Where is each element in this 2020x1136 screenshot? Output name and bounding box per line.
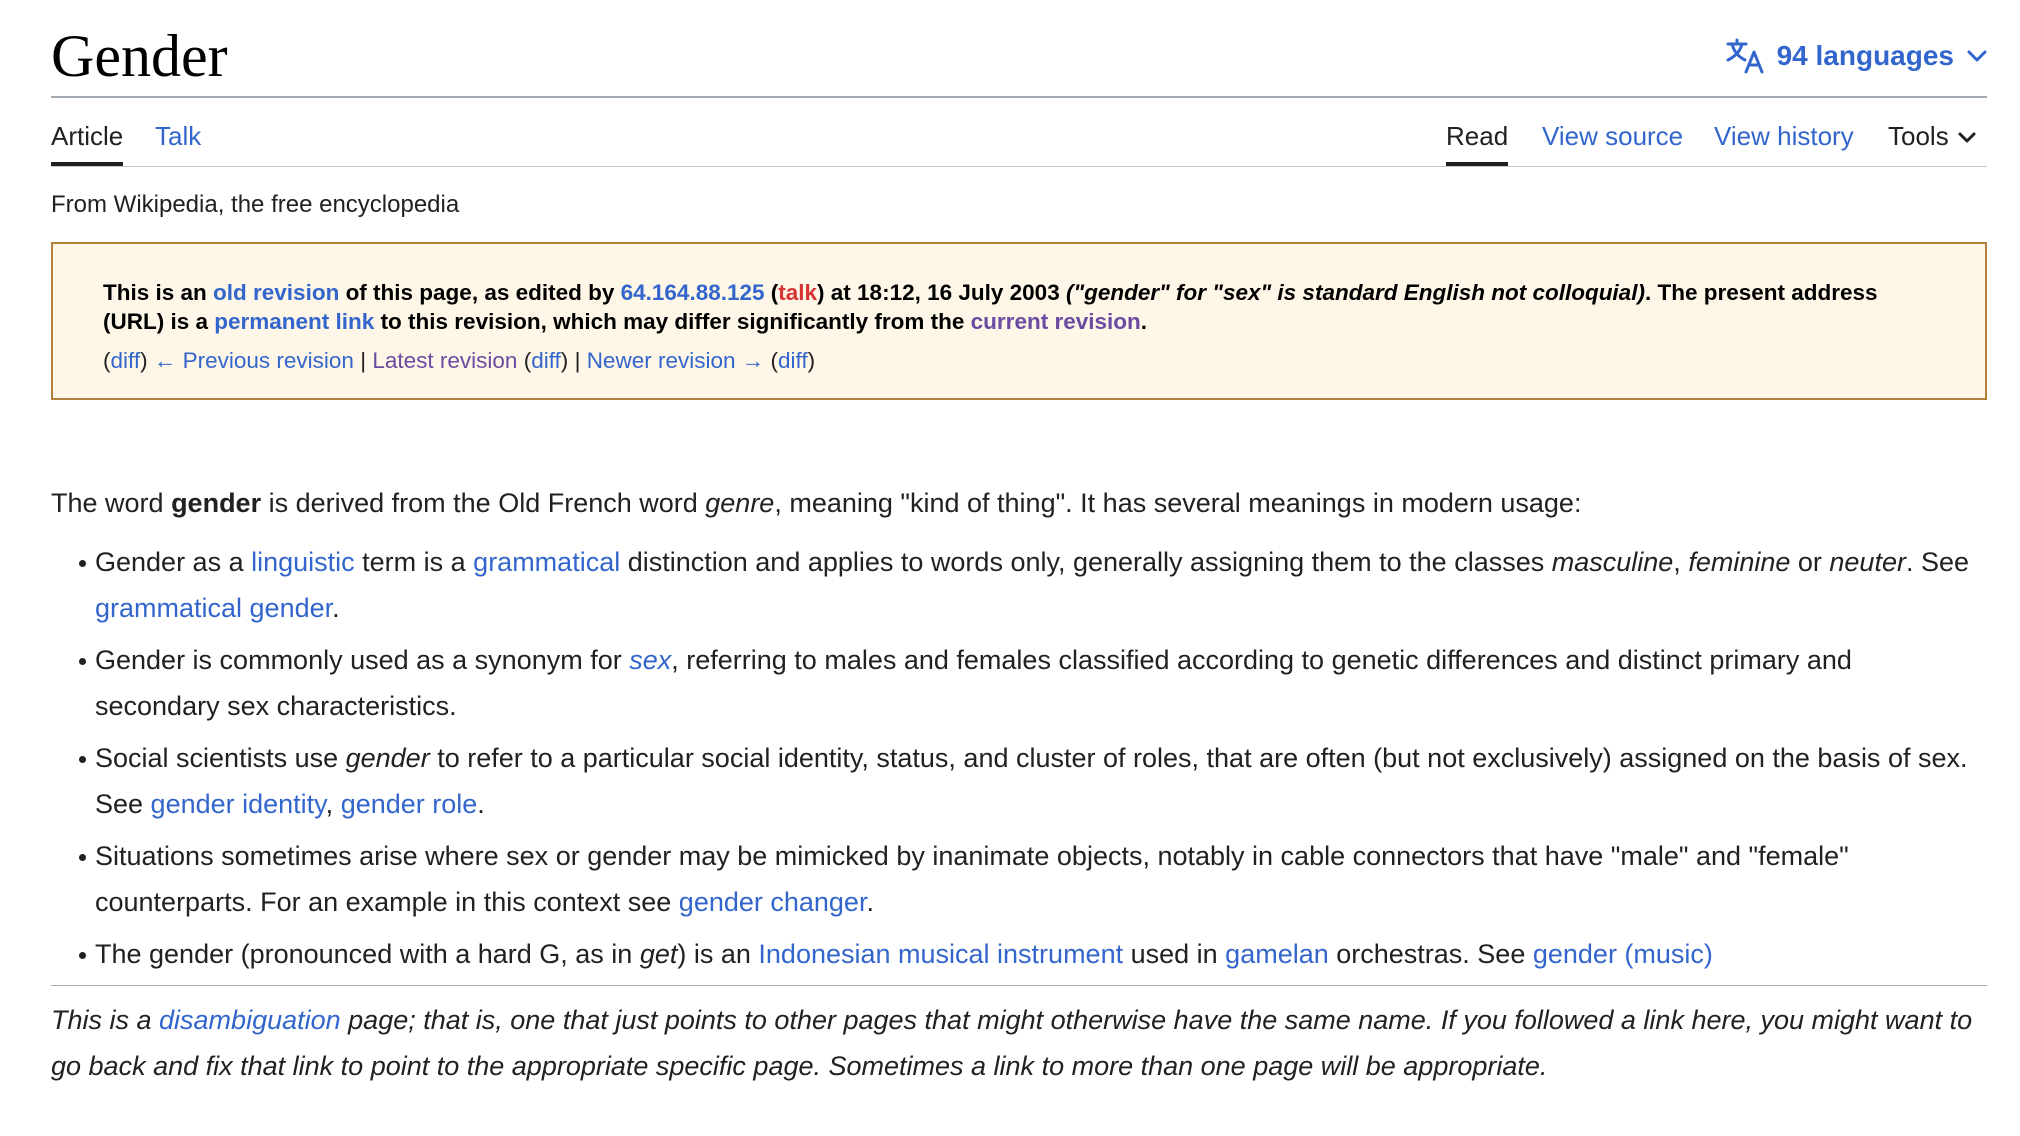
text: page; that is, one that just points to other pages that might otherwise have the same name. If you followed a link here, you might want to go back and fix that link to point to the appropriate specific page. Sometimes a link to more than one page will be appropriate. xyxy=(51,1005,1973,1081)
paren: ( xyxy=(103,348,111,373)
text: Gender as a xyxy=(95,547,252,577)
text: orchestras. See xyxy=(1328,939,1533,969)
gender-music-link[interactable]: gender (music) xyxy=(1532,939,1713,969)
text: . xyxy=(477,788,485,819)
editor-talk-link[interactable]: talk xyxy=(778,280,818,305)
grammatical-link[interactable]: grammatical xyxy=(473,547,621,577)
old-revision-notice xyxy=(51,242,1987,400)
italic-term: genre xyxy=(705,488,775,518)
tabs-divider xyxy=(51,166,1987,167)
tools-menu[interactable] xyxy=(1888,118,1977,166)
previous-revision-link[interactable]: ← Previous revision xyxy=(153,348,354,373)
notice-text: This is an xyxy=(103,280,214,305)
edit-summary: ("gender" for "sex" is standard English not colloquial) xyxy=(1065,280,1645,305)
text: Social scientists use xyxy=(95,743,346,773)
indonesian-musical-instrument-link[interactable]: Indonesian musical instrument xyxy=(758,939,1124,969)
paren: ) xyxy=(140,348,148,373)
translate-icon xyxy=(1725,38,1765,74)
chevron-down-icon xyxy=(1966,49,1988,63)
disambiguation-notice xyxy=(51,998,1991,1089)
languages-label: 94 languages xyxy=(1776,40,1954,71)
revision-message xyxy=(103,278,1935,336)
notice-text: to this revision, which may differ significantly from the xyxy=(374,309,971,334)
list-item xyxy=(51,540,1971,631)
text: , xyxy=(1673,547,1689,577)
text: . See xyxy=(1905,547,1969,577)
editor-ip-link[interactable]: 64.164.88.125 xyxy=(620,280,765,305)
tab-view-history[interactable]: View history xyxy=(1714,121,1854,151)
text: to refer to a particular social identity, status, and cluster of roles, that are often (but not exclusively) assigned on the basis of sex. See xyxy=(95,743,1968,819)
list-item xyxy=(51,932,1971,978)
italic-term: masculine xyxy=(1551,547,1674,577)
sex-link[interactable]: sex xyxy=(629,645,672,675)
text: is derived from the Old French word xyxy=(261,488,706,518)
diff-latest-link[interactable]: diff xyxy=(531,348,561,373)
text: or xyxy=(1790,547,1830,577)
old-revision-link[interactable]: old revision xyxy=(213,280,340,305)
separator: | xyxy=(360,348,367,373)
text: ) is an xyxy=(677,939,759,969)
tools-label: Tools xyxy=(1888,121,1949,151)
title-divider xyxy=(51,96,1987,98)
grammatical-gender-link[interactable]: grammatical gender xyxy=(95,592,333,623)
text: The word xyxy=(51,488,172,518)
paren: ( xyxy=(770,348,779,373)
list-item xyxy=(51,736,1971,827)
notice-text: of this page, as edited by xyxy=(339,280,621,305)
list-item xyxy=(51,834,1971,925)
italic-term: get xyxy=(639,939,678,969)
diff-newer-link[interactable]: diff xyxy=(778,348,808,373)
text: used in xyxy=(1123,939,1226,969)
notice-text: ) at 18:12, 16 July 2003 xyxy=(817,280,1066,305)
italic-term: gender xyxy=(345,743,430,773)
notice-text: ( xyxy=(764,280,779,305)
gamelan-link[interactable]: gamelan xyxy=(1225,939,1329,969)
paren: ) xyxy=(560,348,569,373)
text: distinction and applies to words only, generally assigning them to the classes xyxy=(620,547,1552,577)
latest-revision-link[interactable]: Latest revision xyxy=(372,348,518,373)
notice-text: . xyxy=(1140,309,1147,334)
text: The gender (pronounced with a hard G, as in xyxy=(95,939,640,969)
text: . xyxy=(866,886,874,917)
chevron-down-icon xyxy=(1957,118,1977,154)
italic-term: neuter xyxy=(1829,547,1906,577)
permanent-link[interactable]: permanent link xyxy=(214,309,375,334)
intro-paragraph xyxy=(51,483,1987,523)
text: , xyxy=(325,788,341,819)
gender-changer-link[interactable]: gender changer xyxy=(678,886,867,917)
gender-identity-link[interactable]: gender identity xyxy=(150,788,326,819)
text: This is a xyxy=(51,1005,160,1035)
gender-role-link[interactable]: gender role xyxy=(340,788,478,819)
tab-talk[interactable]: Talk xyxy=(155,121,202,151)
text: , referring to males and females classified according to genetic differences and distinct primary and secondary sex characteristics. xyxy=(95,645,1852,721)
text: Situations sometimes arise where sex or gender may be mimicked by inanimate objects, notably in cable connectors that have "male" and "female" counterparts. For an example in this context see xyxy=(95,841,1849,917)
page-title: Gender xyxy=(51,23,228,89)
bold-term: gender xyxy=(171,488,262,518)
list-item xyxy=(51,638,1971,729)
diff-previous-link[interactable]: diff xyxy=(110,348,141,373)
separator: | xyxy=(574,348,581,373)
meanings-list xyxy=(51,540,1971,985)
disambiguation-divider xyxy=(51,985,1987,986)
tab-read[interactable]: Read xyxy=(1446,118,1508,166)
languages-button[interactable] xyxy=(1725,34,1988,78)
paren: ( xyxy=(523,348,532,373)
site-tagline: From Wikipedia, the free encyclopedia xyxy=(51,191,460,218)
paren: ) xyxy=(807,348,816,373)
current-revision-link[interactable]: current revision xyxy=(970,309,1141,334)
text: Gender is commonly used as a synonym for xyxy=(95,645,630,675)
text: , meaning "kind of thing". It has several meanings in modern usage: xyxy=(774,488,1582,518)
disambiguation-link[interactable]: disambiguation xyxy=(159,1005,341,1035)
revision-navigation xyxy=(103,346,1935,376)
notice-text: . The present address (URL) is a xyxy=(103,280,1878,334)
tab-article[interactable]: Article xyxy=(51,118,123,166)
newer-revision-link[interactable]: Newer revision → xyxy=(586,348,765,373)
tab-view-source[interactable]: View source xyxy=(1542,121,1684,151)
text: term is a xyxy=(354,547,474,577)
italic-term: feminine xyxy=(1688,547,1791,577)
linguistic-link[interactable]: linguistic xyxy=(251,547,355,577)
text: . xyxy=(332,592,340,623)
